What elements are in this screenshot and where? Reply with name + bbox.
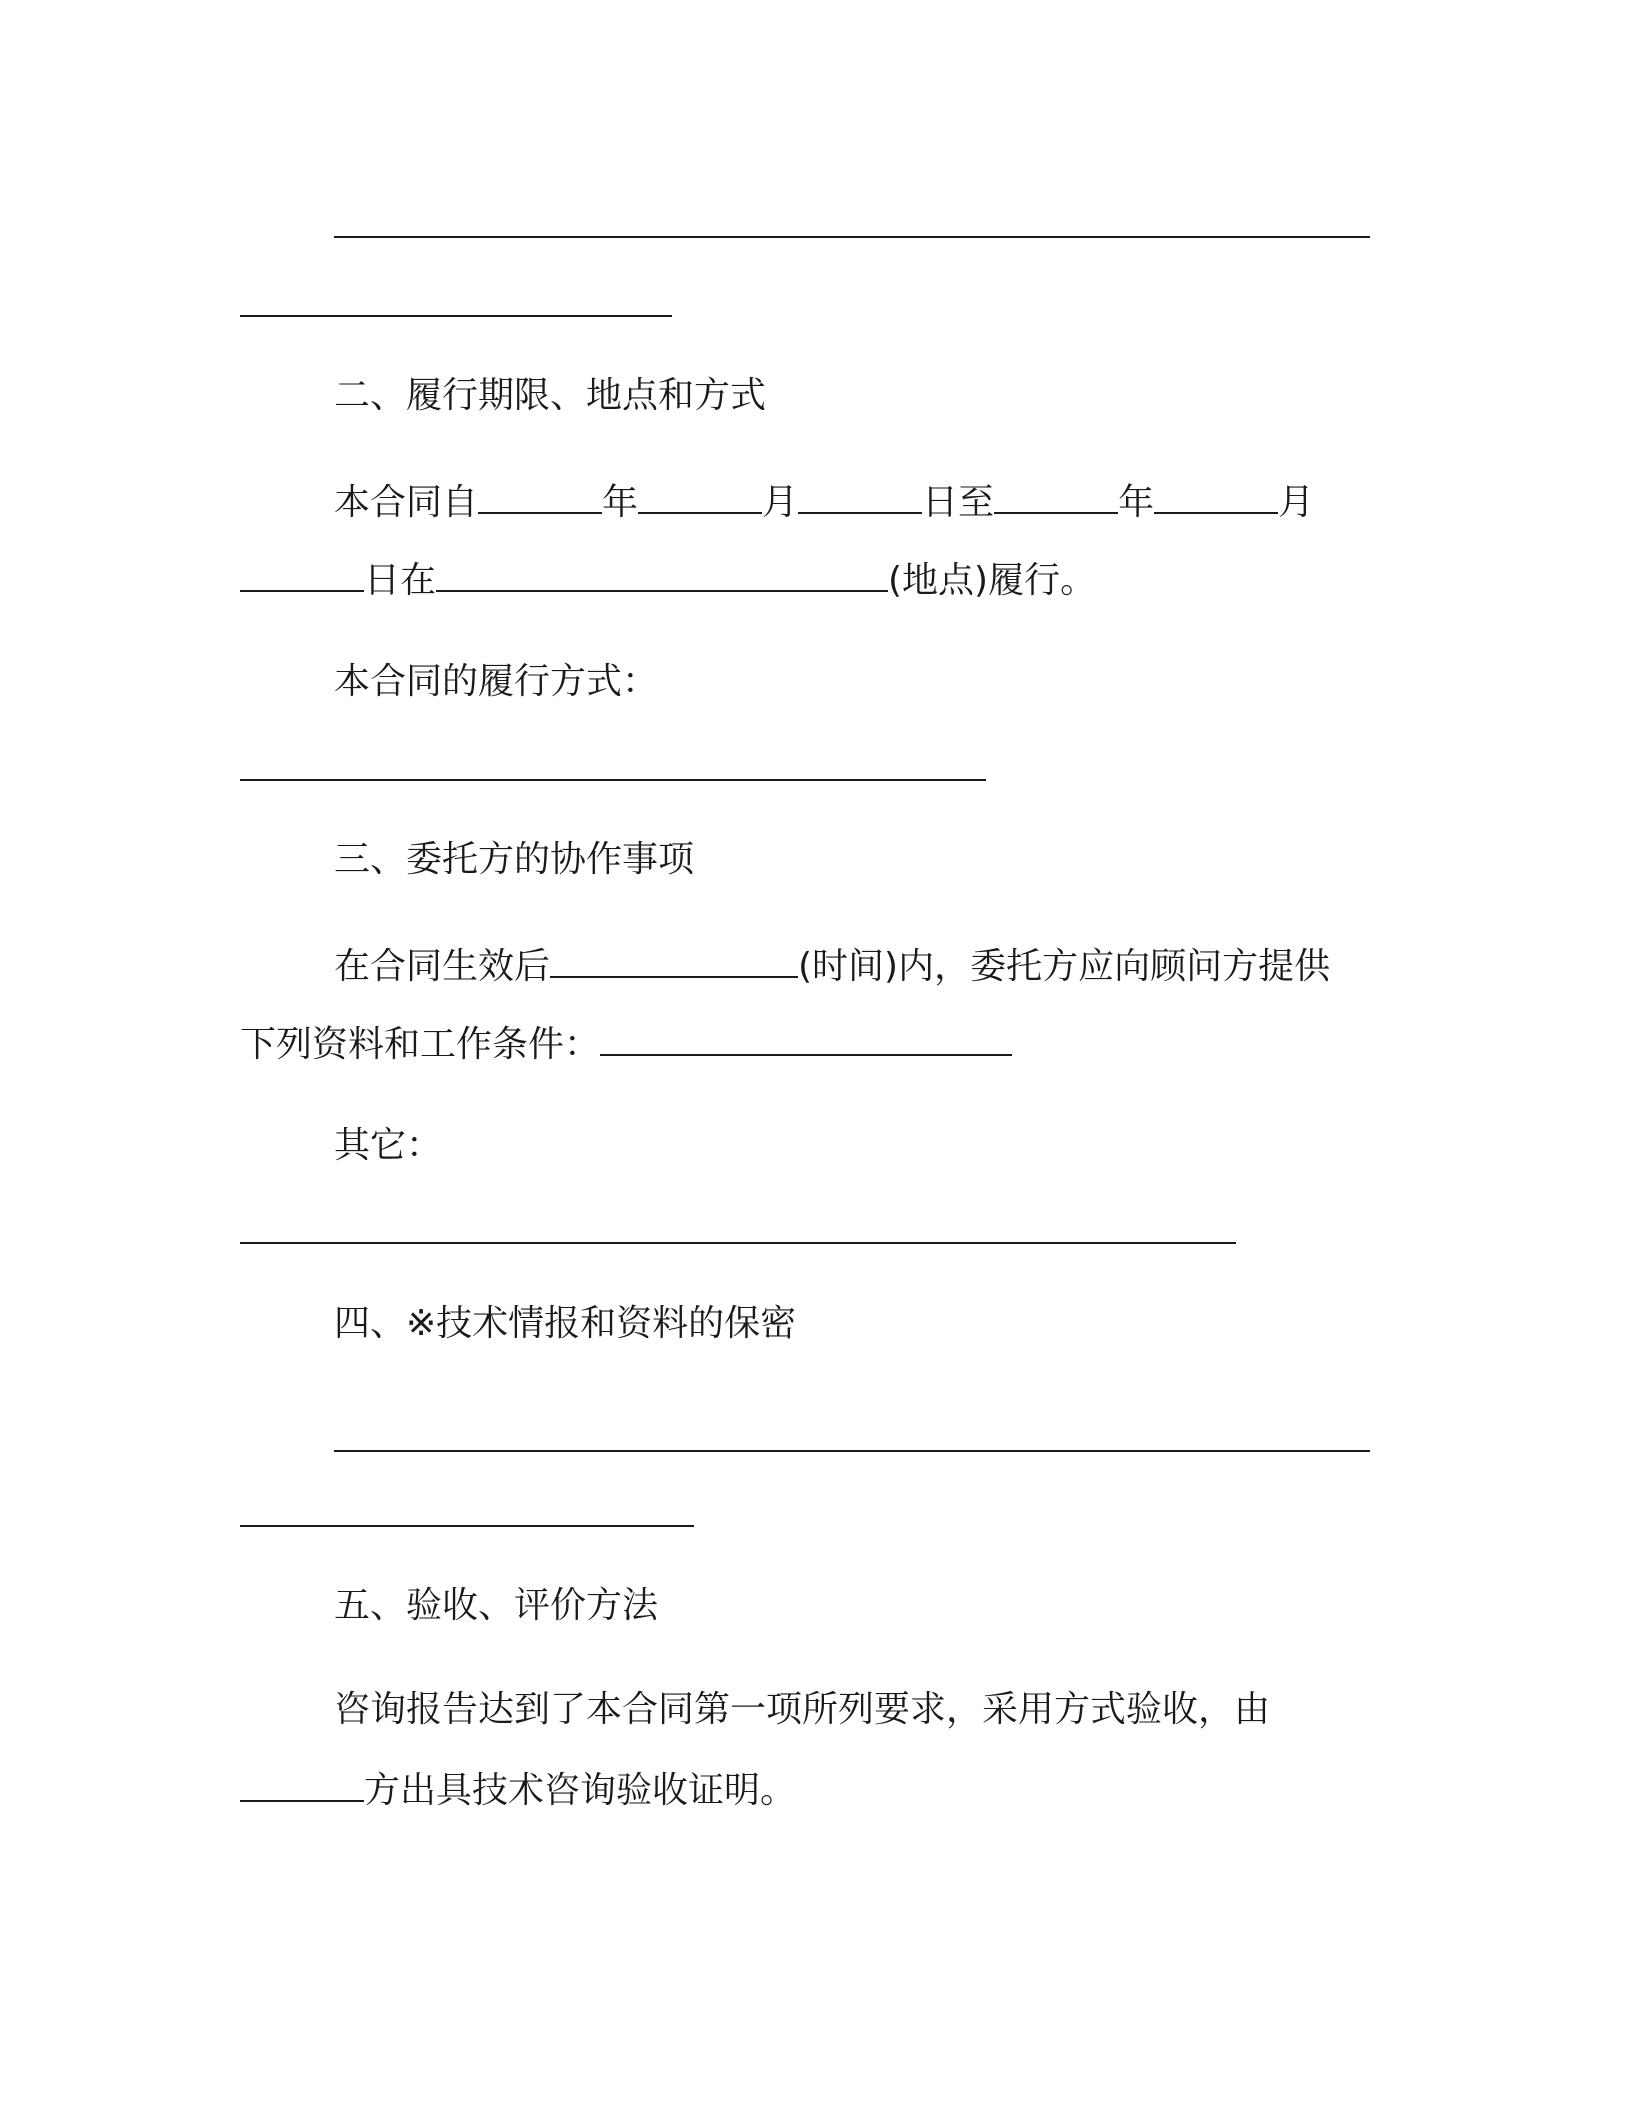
section-2-method-label: 本合同的履行方式： [334,661,659,702]
start-year-blank[interactable] [478,478,602,514]
blank-line-top-2[interactable] [240,315,672,317]
text-after-effective: 在合同生效后 [334,946,551,987]
text-place-perform: (地点)履行。 [888,560,1097,601]
party-blank[interactable] [240,1766,364,1802]
text-day-to: 日至 [922,482,995,523]
text-day-at: 日在 [364,560,437,601]
text-time-provide: (时间)内，委托方应向顾问方提供 [798,946,1331,987]
section-2-place-line [240,556,1096,603]
end-day-blank[interactable] [240,556,364,592]
section-5-acceptance-line: 咨询报告达到了本合同第一项所列要求，采用方式验收，由 [334,1689,1271,1730]
text-materials: 下列资料和工作条件： [240,1024,601,1065]
section-4-heading: 四、※技术情报和资料的保密 [334,1303,797,1344]
section-5-certificate-line [240,1766,796,1813]
text-month: 月 [762,482,799,523]
section-5-heading: 五、验收、评价方法 [334,1585,659,1626]
section-2-date-line [334,478,1314,525]
text-year-2: 年 [1118,482,1155,523]
section-3-materials-line [240,1020,1012,1067]
confidentiality-blank-line-2[interactable] [240,1525,694,1527]
text-month-2: 月 [1278,482,1315,523]
section-3-heading: 三、委托方的协作事项 [334,839,695,880]
method-blank-line[interactable] [240,779,986,781]
other-blank-line[interactable] [240,1242,1236,1244]
materials-blank[interactable] [600,1020,1012,1056]
text-year: 年 [602,482,639,523]
start-day-blank[interactable] [798,478,922,514]
place-blank[interactable] [436,556,888,592]
start-month-blank[interactable] [638,478,762,514]
section-3-time-line [334,942,1330,989]
confidentiality-blank-line-1[interactable] [334,1450,1370,1452]
text-contract-from: 本合同自 [334,482,479,523]
section-3-other-label: 其它： [334,1125,443,1166]
section-2-heading: 二、履行期限、地点和方式 [334,375,767,416]
text-certificate: 方出具技术咨询验收证明。 [364,1770,797,1811]
blank-line-top-1[interactable] [334,236,1370,238]
end-year-blank[interactable] [994,478,1118,514]
time-blank[interactable] [550,942,798,978]
end-month-blank[interactable] [1154,478,1278,514]
